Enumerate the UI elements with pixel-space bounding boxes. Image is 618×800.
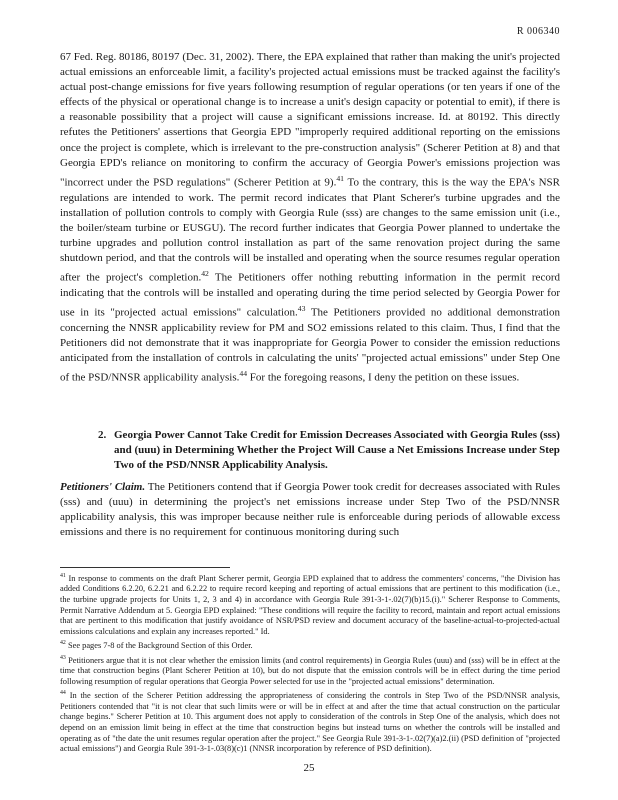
footnote-ref-41[interactable]: 41 xyxy=(336,173,345,183)
claim-label: Petitioners' Claim. xyxy=(60,481,146,493)
body-text-part-2: To the contrary, this is the way the EPA's NSR regulations are intended to work. The permit record indicates that Plant Scherer's turbine upgrades and the installation of pollution controls to comply with Georgia Rule (sss) are changes to the same emission unit (i.e., the boiler/steam turbine or EUSGU). The record further indicates that Georgia Power planned to undertake the turbine upgrades and pollution control installation as part of the same renovation project during the same shutdown period, and that the controls will be installed and operating when the source resumes regular operation after the project's completion. xyxy=(60,176,560,284)
footnote-41 xyxy=(60,571,560,637)
body-text-part-5: For the foregoing reasons, I deny the petition on these issues. xyxy=(247,371,520,384)
body-text-part-1: 67 Fed. Reg. 80186, 80197 (Dec. 31, 2002). There, the EPA explained that rather than making the unit's projected actual emissions an enforceable limit, a facility's projected actual emissions must be tracked against the facility's actual post-change emissions for five years following resumption of regular operations (or ten years if one of the effects of the physical or operational change is to increase a unit's design capacity or potential to emit), if there is a reasonable possibility that a project will cause a significant emissions increase. Id. at 80192. This directly refutes the Petitioners' assertions that Georgia EPD "improperly required additional reporting on the emissions once the project is complete, which is irrelevant to the pre-construction analysis" (Scherer Petition at 8) and that Georgia EPD's reliance on monitoring to confirm the accuracy of Georgia Power's emissions projection was "incorrect under the PSD regulations" (Scherer Petition at 9). xyxy=(60,51,560,189)
body-text-part-3: The Petitioners offer nothing rebutting information in the permit record indicating that the controls will be installed and operating during the time period selected by Georgia Power for use in its "projected actual emissions" calculation. xyxy=(60,271,560,319)
footnotes xyxy=(60,571,560,756)
page-number: 25 xyxy=(303,762,315,774)
footnote-number: 43 xyxy=(60,654,66,661)
footnote-number: 44 xyxy=(60,690,66,697)
footnote-ref-42[interactable]: 42 xyxy=(201,268,209,278)
footnote-text: In response to comments on the draft Plant Scherer permit, Georgia EPD explained that to address the commenters' concerns, "the Division has added Conditions 6.2.20, 6.2.21 and 6.2.22 to require record keeping and reporting of actual emissions that are pertinent to this modification (i.e., the turbine upgrade projects for Units 1, 2, 3 and 4) in accordance with Georgia Rule 391-3-1-.02(7)(b)15.(i)." Scherer Response to Comments, Permit Narrative Addendum at 5. Georgia EPD explained: "These conditions will require the facility to record, maintain and report actual emissions that are pertinent to this modification that justify avoidance of NSR/PSD review and document accuracy of the baseline-actual-to-projected-actual emissions calculations and explain any increases reported." Id. xyxy=(60,573,561,636)
footnote-number: 42 xyxy=(60,640,66,647)
section-title: Georgia Power Cannot Take Credit for Emission Decreases Associated with Georgia Rules (sss) and (uuu) in Determining Whether the Project Will Cause a Net Emissions Increase under Step Two of the PSD/NNSR Applicability Analysis. xyxy=(114,429,560,471)
footnote-text: Petitioners argue that it is not clear whether the emission limits (and control requirements) in Georgia Rules (uuu) and (sss) will be in effect at the time that construction begins (Plant Scherer Petition at 10), but do not dispute that the emission controls will be in effect during the time period following resumption of regular operations that Georgia Power selected for use in the "projected actual emissions" determination. xyxy=(60,655,561,686)
body-paragraph xyxy=(60,50,560,386)
claim-paragraph xyxy=(60,480,560,540)
body-text-part-4: The Petitioners provided no additional demonstration concerning the NNSR applicability review for PM and SO2 emissions related to this claim. Thus, I find that the Petitioners did not demonstrate that it was inappropriate for Georgia Power to consider the emission reductions anticipated from the installation of controls in calculating the units' "projected actual emissions" under Step One of the PSD/NNSR applicability analysis. xyxy=(60,306,560,384)
footnote-text: In the section of the Scherer Petition addressing the appropriateness of considering the controls in Step Two of the PSD/NNSR analysis, Petitioners contended that "it is not clear that such limits were or will be in effect at and after the time that actual construction on the particular change begins." Scherer Petition at 10. This argument does not apply to consideration of the controls in Step One of the analysis, which does not depend on an emission limit being in effect at the time that construction begins but instead turns on whether the controls will be installed and operating as of "the date the unit resumes regular operation after the project." See Georgia Rule 391-3-1-.02(7)(a)2.(ii) (PSD definition of "projected actual emissions") and Georgia Rule 391-3-1-.03(8)(c)1 (NNSR incorporation by reference of PSD definition). xyxy=(60,691,560,754)
claim-text: The Petitioners contend that if Georgia Power took credit for decreases associated with Rules (sss) and (uuu) in determining the project's net emissions increase under Step Two of the PSD/NNSR applicability analysis, this was improper because neither rule is enforceable during periods of allowable excess emissions and there is no requirement for continuous monitoring during such xyxy=(60,481,560,539)
footnote-42 xyxy=(60,638,560,651)
footnote-ref-43[interactable]: 43 xyxy=(297,303,306,313)
footnote-divider xyxy=(60,567,230,568)
section-heading xyxy=(98,428,562,473)
footnote-text: See pages 7-8 of the Background Section of this Order. xyxy=(67,641,253,651)
footnote-ref-44[interactable]: 44 xyxy=(239,368,248,378)
footnote-44 xyxy=(60,688,560,754)
footnote-number: 41 xyxy=(60,573,66,579)
bates-number: R 006340 xyxy=(516,26,560,37)
footnote-43 xyxy=(60,653,560,688)
section-number: 2. xyxy=(98,429,107,441)
